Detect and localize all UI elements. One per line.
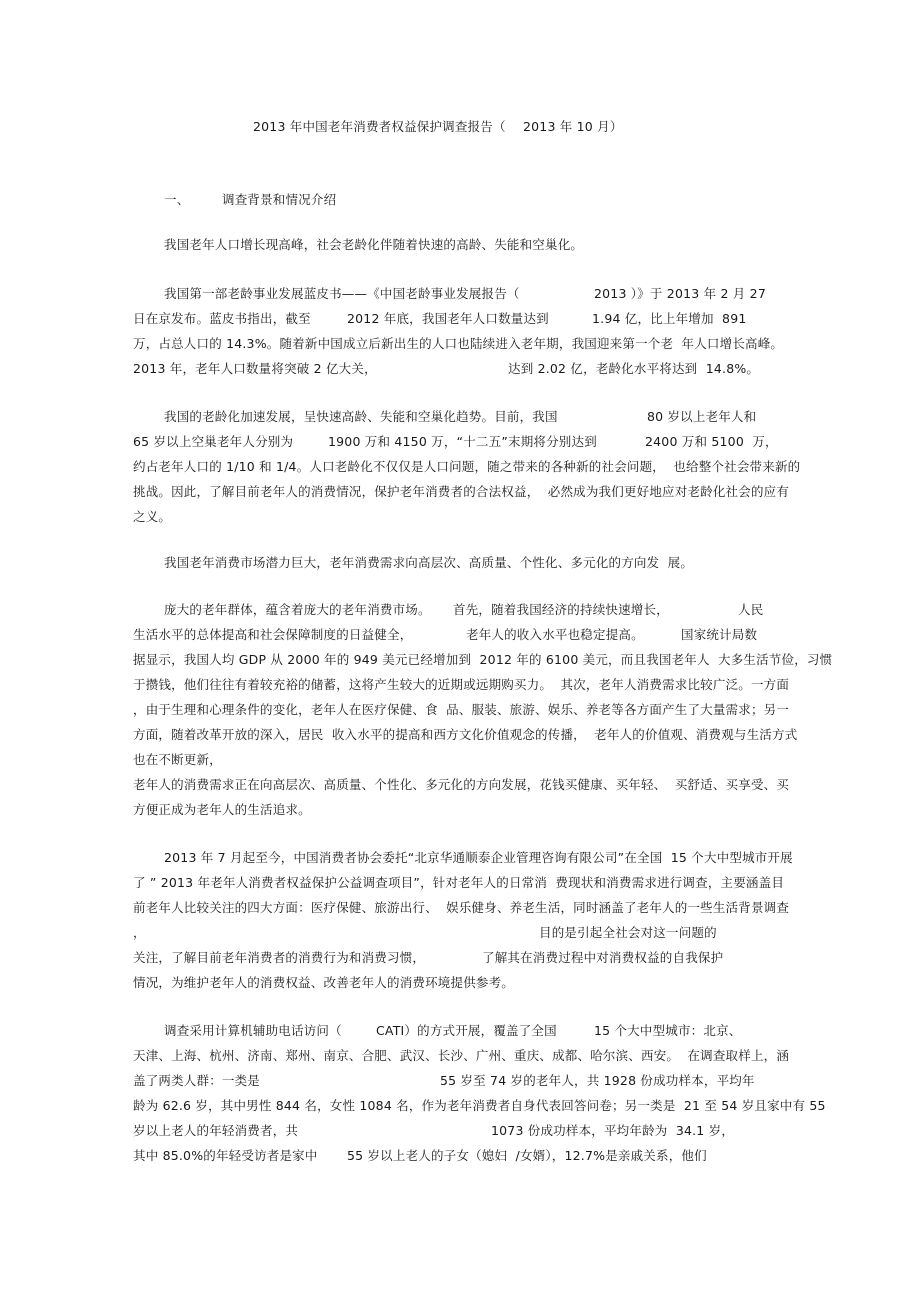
paragraph-line: 关注，了解目前老年消费者的消费行为和消费习惯，	[133, 950, 426, 965]
subheading-population: 我国老年人口增长现高峰，社会老龄化伴随着快速的高龄、失能和空巢化。	[164, 237, 584, 252]
paragraph-line: 15 个大中型城市：北京、	[594, 1023, 742, 1038]
paragraph-line: 首先，随着我国经济的持续快速增长，	[453, 602, 669, 617]
subheading-market: 我国老年消费市场潜力巨大，老年消费需求向高层次、高质量、个性化、多元化的方向发 展。	[164, 555, 694, 570]
paragraph-line: 2400 万和 5100 万，	[645, 434, 778, 449]
paragraph-line: 老年人的消费需求正在向高层次、高质量、个性化、多元化的方向发展，花钱买健康、买年轻、 买舒适、买享受、买	[133, 777, 790, 792]
paragraph-line: 调查采用计算机辅助电话访问（	[164, 1023, 342, 1038]
paragraph-line: 了 ” 2013 年老年人消费者权益保护公益调查项目”，针对老年人的日常消 费现状和消费需求进行调查，主要涵盖目	[133, 875, 785, 890]
section-title: 调查背景和情况介绍	[222, 192, 337, 207]
paragraph-line: 1.94 亿，比上年增加 891	[592, 311, 747, 326]
paragraph-line: 2013 ）》于 2013 年 2 月 27	[594, 286, 766, 301]
paragraph-line: 约占老年人口的 1/10 和 1/4。人口老龄化不仅仅是人口问题，随之带来的各种新的社会问题， 也给整个社会带来新的	[133, 459, 801, 474]
paragraph-line: 岁以上老人的年轻消费者，共	[133, 1123, 299, 1138]
paragraph-line: 了解其在消费过程中对消费权益的自我保护	[482, 950, 724, 965]
paragraph-line: 55 岁以上老人的子女（媳妇 /女婿），12.7%是亲戚关系，他们	[347, 1148, 707, 1163]
paragraph-line: 之义。	[133, 509, 172, 524]
paragraph-line: 前老年人比较关注的四大方面：医疗保健、旅游出行、 娱乐健身、养老生活，同时涵盖了老年人的一些生活背景调查	[133, 900, 790, 915]
paragraph-line: CATI）的方式开展，覆盖了全国	[376, 1023, 557, 1038]
paragraph-line: 挑战。因此，了解目前老年人的消费情况，保护老年消费者的合法权益， 必然成为我们更好地应对老龄化社会的应有	[133, 484, 790, 499]
paragraph-line: 80 岁以上老年人和	[647, 409, 757, 424]
paragraph-line: 2012 年底，我国老年人口数量达到	[347, 311, 549, 326]
paragraph-line: 我国第一部老龄事业发展蓝皮书——《中国老龄事业发展报告（	[164, 286, 520, 301]
paragraph-line: 1073 份成功样本，平均年龄为 34.1 岁，	[491, 1123, 735, 1138]
paragraph-line: 万，占总人口的 14.3%。随着新中国成立后新出生的人口也陆续进入老年期，我国迎来第一个老 年人口增长高峰。	[133, 336, 784, 351]
paragraph-line: 55 岁至 74 岁的老年人，共 1928 份成功样本，平均年	[440, 1073, 755, 1088]
paragraph-line: 方面，随着改革开放的深入，居民 收入水平的提高和西方文化价值观念的传播， 老年人的价值观、消费观与生活方式	[133, 727, 798, 742]
paragraph-line: 65 岁以上空巢老年人分别为	[133, 434, 294, 449]
paragraph-line: 于攒钱，他们往往有着较充裕的储蓄，这将产生较大的近期或远期购买力。 其次，老年人消费需求比较广泛。一方面	[133, 677, 790, 692]
paragraph-line: ，	[133, 925, 146, 940]
paragraph-line: 日在京发布。蓝皮书指出，截至	[133, 311, 311, 326]
report-title: 2013 年中国老年消费者权益保护调查报告（	[253, 119, 506, 134]
paragraph-line: 生活水平的总体提高和社会保障制度的日益健全，	[133, 627, 413, 642]
paragraph-line: 龄为 62.6 岁，其中男性 844 名，女性 1084 名，作为老年消费者自身代表回答问卷；另一类是 21 至 54 岁且家中有 55	[133, 1098, 826, 1113]
paragraph-line: ，由于生理和心理条件的变化，老年人在医疗保健、食 品、服装、旅游、娱乐、养老等各方面产生了大量需求；另一	[133, 702, 790, 717]
paragraph-line: 我国的老龄化加速发展，呈快速高龄、失能和空巢化趋势。目前，我国	[164, 409, 558, 424]
paragraph-line: 2013 年 7 月起至今，中国消费者协会委托“北京华通顺泰企业管理咨询有限公司”在全国 15 个大中型城市开展	[164, 850, 793, 865]
paragraph-line: 天津、上海、杭州、济南、郑州、南京、合肥、武汉、长沙、广州、重庆、成都、哈尔滨、西安。 在调查取样上，涵	[133, 1048, 790, 1063]
paragraph-line: 也在不断更新，	[133, 752, 222, 767]
paragraph-line: 达到 2.02 亿，老龄化水平将达到 14.8%。	[508, 361, 760, 376]
report-date: 2013 年 10 月）	[523, 119, 623, 134]
paragraph-line: 据显示，我国人均 GDP 从 2000 年的 949 美元已经增加到 2012 年的 6100 美元，而且我国老年人 大多生活节俭，习惯	[133, 652, 833, 667]
paragraph-line: 国家统计局数	[681, 627, 758, 642]
paragraph-line: 盖了两类人群：一类是	[133, 1073, 261, 1088]
paragraph-line: 情况，为维护老年人的消费权益、改善老年人的消费环境提供参考。	[133, 975, 515, 990]
paragraph-line: 目的是引起全社会对这一问题的	[539, 925, 717, 940]
paragraph-line: 1900 万和 4150 万，“十二五”末期将分别达到	[328, 434, 597, 449]
paragraph-line: 方便正成为老年人的生活追求。	[133, 802, 311, 817]
section-number: 一、	[164, 192, 190, 207]
paragraph-line: 老年人的收入水平也稳定提高。	[466, 627, 644, 642]
paragraph-line: 其中 85.0%的年轻受访者是家中	[133, 1148, 318, 1163]
paragraph-line: 庞大的老年群体，蕴含着庞大的老年消费市场。	[164, 602, 431, 617]
paragraph-line: 人民	[738, 602, 764, 617]
paragraph-line: 2013 年，老年人口数量将突破 2 亿大关，	[133, 361, 377, 376]
